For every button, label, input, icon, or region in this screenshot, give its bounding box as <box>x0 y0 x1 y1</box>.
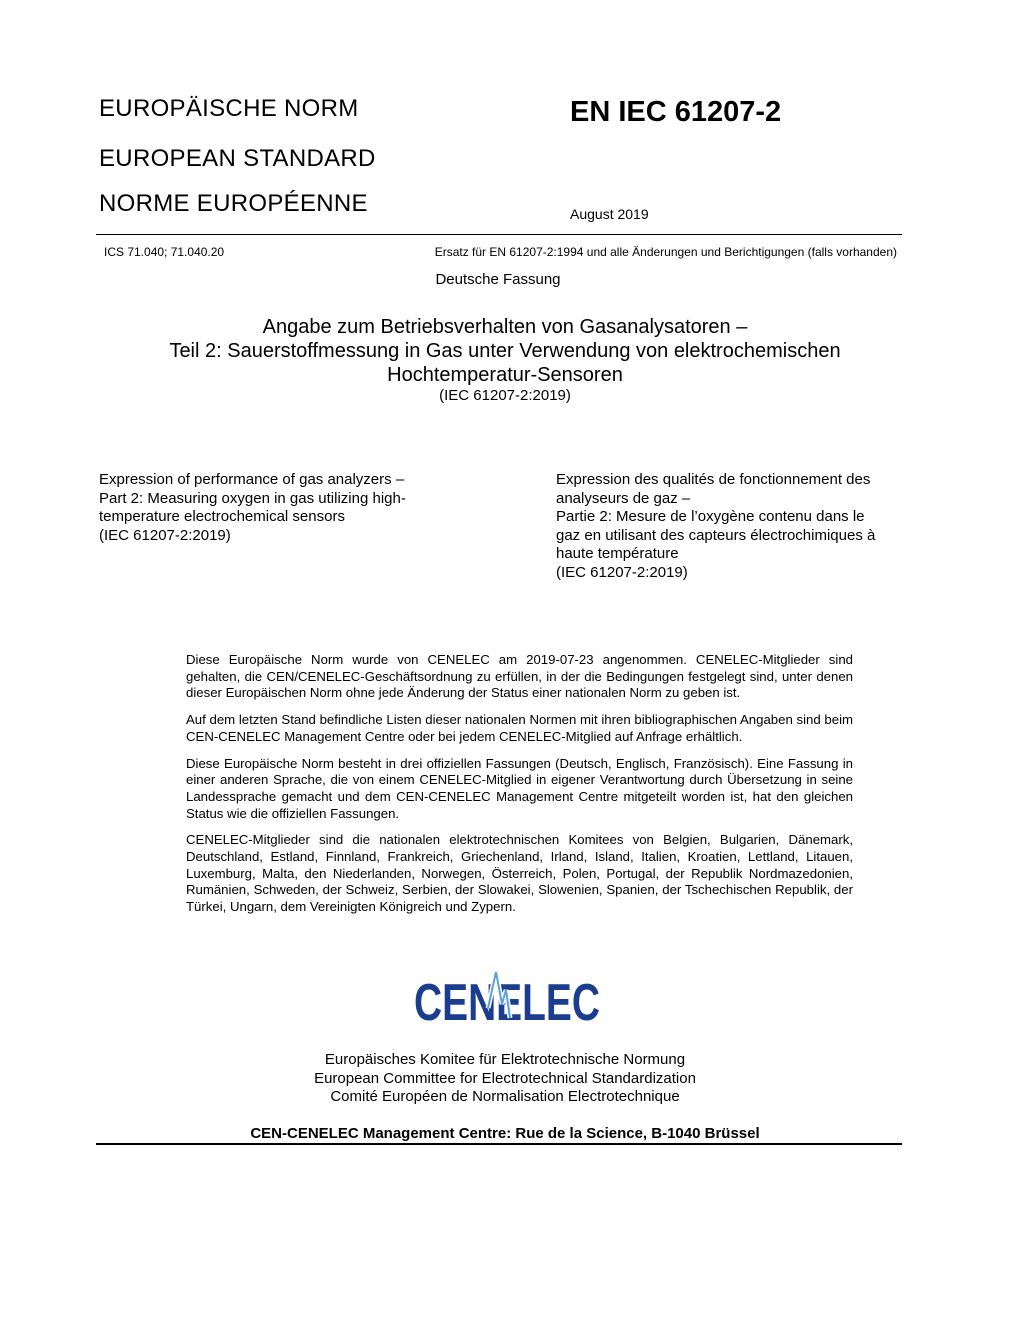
title-line-3: Hochtemperatur-Sensoren <box>387 364 623 386</box>
committee-name-de: Europäisches Komitee für Elektrotechnische Normung <box>324 1051 686 1068</box>
title-reference: (IEC 61207-2:2019) <box>439 387 571 404</box>
ics-code: ICS 71.040; 71.040.20 <box>104 245 225 259</box>
title-line-1: Angabe zum Betriebsverhalten von Gasanalysatoren – <box>262 316 748 338</box>
notice-block <box>186 652 853 926</box>
french-title-line: analyseurs de gaz – <box>556 489 691 507</box>
norm-name-fr: NORME EUROPÉENNE <box>99 190 368 217</box>
french-title-line: (IEC 61207-2:2019) <box>556 563 688 581</box>
notice-paragraph: Auf dem letzten Stand befindliche Listen dieser nationalen Normen mit ihren bibliographischen Angaben sind beim CEN-CENELEC Management Centre oder bei jedem CENELEC-Mitglied auf Anfrage erhältlich. <box>186 712 853 744</box>
notice-paragraph: CENELEC-Mitglieder sind die nationalen elektrotechnischen Komitees von Belgien, Bulgarien, Dänemark, Deutschland, Estland, Finnland, Frankreich, Griechenland, Irland, Island, Italien, Kroatien, Lettland, Litauen, Luxemburg, Malta, den Niederlanden, Norwegen, Österreich, Polen, Portugal, der Republik Nordmazedonien, Rumänien, Schweden, der Schweiz, Serbien, der Slowakei, Slowenien, Spanien, der Tschechischen Republik, der Türkei, Ungarn, dem Vereinigten Königreich und Zypern. <box>186 832 853 915</box>
french-title <box>556 471 916 582</box>
document-title <box>60 315 950 405</box>
cenelec-logo-graphic <box>410 968 605 1030</box>
notice-paragraph: Diese Europäische Norm wurde von CENELEC am 2019-07-23 angenommen. CENELEC-Mitglieder sind gehalten, die CEN/CENELEC-Geschäftsordnung zu erfüllen, in der die Bedingungen festgelegt sind, unter denen dieser Europäischen Norm ohne jede Änderung der Status einer nationalen Norm zu geben ist. <box>186 652 853 701</box>
english-title <box>99 471 519 545</box>
replaces-note: Ersatz für EN 61207-2:1994 und alle Änderungen und Berichtigungen (falls vorhanden) <box>434 245 897 259</box>
publication-date: August 2019 <box>570 206 649 222</box>
cenelec-logo <box>410 968 605 1030</box>
document-number: EN IEC 61207-2 <box>570 96 782 128</box>
english-title-line: Part 2: Measuring oxygen in gas utilizing high- <box>99 489 406 507</box>
notice-paragraph: Diese Europäische Norm besteht in drei offiziellen Fassungen (Deutsch, Englisch, Französisch). Eine Fassung in einer anderen Sprache, die von einem CENELEC-Mitglied in eigener Verantwortung durch Übersetzung in seine Landessprache gemacht und dem CEN-CENELEC Management Centre mitgeteilt worden ist, hat den gleichen Status wie die offiziellen Fassungen. <box>186 755 853 821</box>
english-title-line: temperature electrochemical sensors <box>99 508 345 525</box>
management-centre-address: CEN-CENELEC Management Centre: Rue de la Science, B-1040 Brüssel <box>250 1125 760 1142</box>
committee-name-en: European Committee for Electrotechnical Standardization <box>314 1069 696 1087</box>
french-title-line: Expression des qualités de fonctionnement des <box>556 471 871 488</box>
header-divider <box>96 234 902 235</box>
norm-name-en: EUROPEAN STANDARD <box>99 145 376 172</box>
norm-name-de: EUROPÄISCHE NORM <box>99 95 359 122</box>
committee-name-fr: Comité Européen de Normalisation Electrotechnique <box>330 1088 680 1105</box>
committee-names <box>0 1051 1010 1107</box>
english-title-line: Expression of performance of gas analyzers – <box>99 471 405 488</box>
french-title-line: Partie 2: Mesure de l’oxygène contenu dans le <box>556 508 865 525</box>
cenelec-logo-text: CENELEC <box>414 974 600 1032</box>
version-label: Deutsche Fassung <box>435 271 561 288</box>
title-line-2: Teil 2: Sauerstoffmessung in Gas unter Verwendung von elektrochemischen <box>169 340 841 362</box>
english-title-line: (IEC 61207-2:2019) <box>99 526 231 544</box>
french-title-line: gaz en utilisant des capteurs électrochimiques à <box>556 526 876 544</box>
french-title-line: haute température <box>556 545 679 562</box>
footer-divider <box>96 1143 902 1145</box>
